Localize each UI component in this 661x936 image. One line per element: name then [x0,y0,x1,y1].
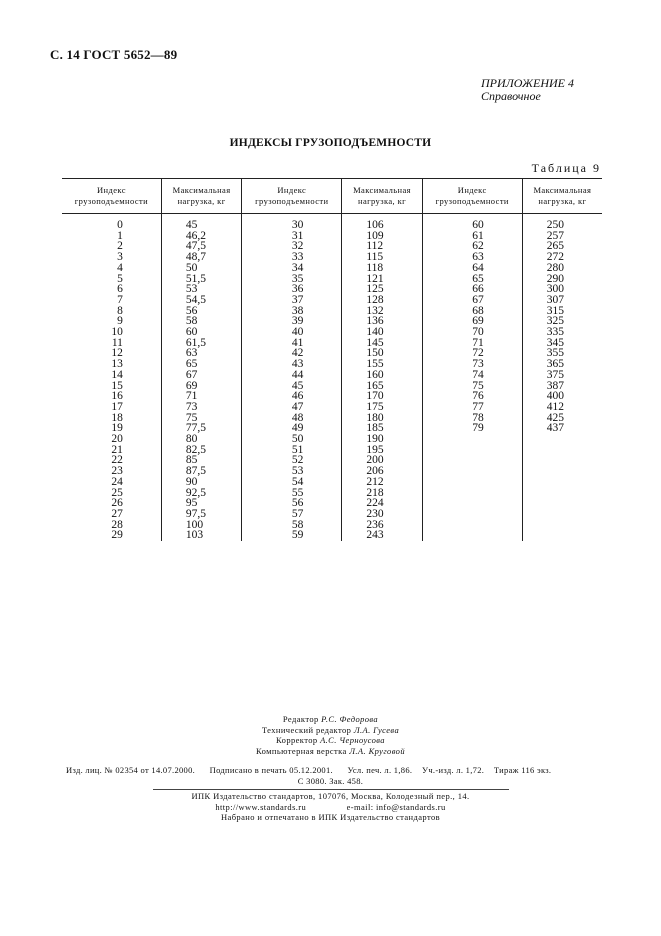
cell-load-index [422,520,522,531]
cell-load-index: 14 [111,368,123,381]
cell-max-load: 355 [522,348,602,359]
cell-max-load: 112 [342,241,422,252]
table-row [62,214,602,231]
pub-sheets-text: Уч.-изд. л. 1,72. [422,765,485,775]
print-sheets-text: Усл. печ. л. 1,86. [347,765,413,775]
table-row [62,391,602,402]
header-max-load [522,179,602,214]
cell-max-load: 345 [522,338,602,349]
cell-max-load: 71 [161,391,241,402]
table-row [62,252,602,263]
cell-max-load: 230 [342,509,422,520]
cell-max-load: 97,5 [161,509,241,520]
cell-load-index: 73 [422,359,522,370]
table-row [62,423,602,434]
cell-load-index: 63 [422,252,522,263]
cell-max-load: 195 [342,445,422,456]
cell-max-load: 65 [161,359,241,370]
credits-block [0,714,661,756]
website-link[interactable]: http://www.standards.ru [215,801,307,812]
header-load-index [62,179,161,214]
cell-load-index: 22 [111,454,123,467]
cell-max-load: 365 [522,359,602,370]
cell-load-index: 47 [242,402,342,413]
header-line: Максимальная [533,185,592,195]
cell-max-load: 307 [522,295,602,306]
cell-load-index: 66 [422,284,522,295]
cell-max-load: 69 [161,381,241,392]
cell-load-index: 8 [117,304,123,317]
cell-max-load: 224 [342,498,422,509]
table-row [62,348,602,359]
cell-load-index: 59 [242,530,342,541]
cell-load-index: 1 [117,229,123,242]
email-link[interactable]: e-mail: info@standards.ru [346,801,446,812]
header-line: Индекс [457,185,487,195]
cell-load-index: 40 [242,327,342,338]
table-row [62,530,602,541]
cell-load-index: 37 [242,295,342,306]
cell-max-load [522,520,602,531]
cell-load-index: 78 [422,413,522,424]
table-row [62,231,602,242]
table-header-row [62,179,602,214]
cell-load-index: 71 [422,338,522,349]
cell-max-load: 95 [161,498,241,509]
cell-load-index [422,498,522,509]
table-row [62,295,602,306]
cell-max-load: 412 [522,402,602,413]
cell-max-load: 280 [522,263,602,274]
cell-max-load: 200 [342,455,422,466]
cell-max-load [522,466,602,477]
header-load-index [242,179,342,214]
cell-load-index: 58 [242,520,342,531]
cell-load-index: 25 [111,486,123,499]
table-row [62,455,602,466]
header-line: Максимальная [353,185,411,195]
cell-load-index: 9 [117,315,123,328]
cell-max-load: 121 [342,274,422,285]
cell-max-load: 103 [161,530,241,541]
table-row [62,327,602,338]
cell-max-load: 51,5 [161,274,241,285]
header-line: Максимальная [172,185,231,195]
cell-max-load: 250 [522,214,602,231]
cell-max-load: 300 [522,284,602,295]
cell-max-load: 180 [342,413,422,424]
cell-max-load: 218 [342,488,422,499]
cell-load-index: 45 [242,381,342,392]
cell-max-load: 140 [342,327,422,338]
cell-load-index: 28 [111,518,123,531]
cell-max-load: 54,5 [161,295,241,306]
cell-load-index: 77 [422,402,522,413]
cell-max-load [522,509,602,520]
cell-max-load: 106 [342,214,422,231]
cell-load-index: 50 [242,434,342,445]
header-line: нагрузка, кг [358,196,407,206]
cell-max-load: 165 [342,381,422,392]
cell-load-index: 38 [242,306,342,317]
table-row [62,241,602,252]
cell-load-index [422,530,522,541]
cell-max-load: 73 [161,402,241,413]
cell-max-load: 50 [161,263,241,274]
cell-max-load [522,477,602,488]
section-title: ИНДЕКСЫ ГРУЗОПОДЪЕМНОСТИ [229,137,432,149]
cell-max-load: 170 [342,391,422,402]
cell-max-load: 118 [342,263,422,274]
table-row [62,488,602,499]
header-line: грузоподъемности [255,196,329,206]
cell-max-load: 145 [342,338,422,349]
cell-max-load: 61,5 [161,338,241,349]
table-row [62,381,602,392]
table-caption: Таблица 9 [531,161,601,175]
cell-max-load: 400 [522,391,602,402]
credit-editor: Редактор Р.С. Федорова [282,714,379,724]
cell-load-index: 11 [111,336,123,349]
cell-max-load: 60 [161,327,241,338]
cell-max-load [522,498,602,509]
cell-max-load: 92,5 [161,488,241,499]
cell-max-load: 185 [342,423,422,434]
cell-load-index [422,488,522,499]
cell-load-index: 23 [111,465,123,478]
cell-load-index: 18 [111,411,123,424]
table-row [62,338,602,349]
cell-load-index: 52 [242,455,342,466]
cell-load-index: 15 [111,379,123,392]
cell-load-index: 31 [242,231,342,242]
cell-load-index: 24 [111,475,123,488]
cell-max-load: 175 [342,402,422,413]
cell-load-index: 5 [117,272,123,285]
cell-max-load: 48,7 [161,252,241,263]
cell-load-index: 57 [242,509,342,520]
cell-load-index: 7 [117,293,123,306]
printed-by: Набрано и отпечатано в ИПК Издательство стандартов [220,812,441,822]
cell-load-index: 53 [242,466,342,477]
table-row [62,316,602,327]
cell-max-load: 257 [522,231,602,242]
cell-load-index: 13 [111,358,123,371]
cell-max-load [522,488,602,499]
table-row [62,402,602,413]
cell-max-load: 63 [161,348,241,359]
cell-load-index: 2 [117,240,123,253]
credit-layout: Компьютерная верстка Л.А. Круговой [256,745,405,756]
appendix-block [481,77,574,103]
cell-max-load: 125 [342,284,422,295]
header-line: Индекс [277,185,307,195]
footer-divider [153,789,509,790]
cell-max-load: 265 [522,241,602,252]
print-run-text: Тираж 116 экз. [493,765,552,775]
credit-proofreader: Корректор А.С. Черноусова [276,735,385,745]
cell-load-index [422,434,522,445]
cell-load-index: 70 [422,327,522,338]
cell-max-load: 53 [161,284,241,295]
cell-max-load: 206 [342,466,422,477]
cell-load-index: 0 [117,219,123,231]
cell-max-load: 132 [342,306,422,317]
cell-load-index: 19 [111,422,123,435]
appendix-note: Справочное [481,89,541,103]
cell-max-load: 100 [161,520,241,531]
table-row [62,263,602,274]
cell-load-index: 30 [242,214,342,231]
web-contacts [0,802,661,813]
footer-block [0,791,661,823]
header-line: нагрузка, кг [538,196,587,206]
cell-max-load: 160 [342,370,422,381]
table-row [62,477,602,488]
cell-max-load: 272 [522,252,602,263]
cell-load-index [422,509,522,520]
appendix-label: ПРИЛОЖЕНИЕ 4 [481,76,574,90]
cell-load-index: 42 [242,348,342,359]
cell-load-index: 79 [422,423,522,434]
cell-load-index: 26 [111,497,123,510]
cell-max-load: 335 [522,327,602,338]
cell-load-index: 36 [242,284,342,295]
header-line: грузоподъемности [74,196,149,206]
cell-load-index: 69 [422,316,522,327]
table-row [62,498,602,509]
cell-max-load: 190 [342,434,422,445]
cell-max-load: 82,5 [161,445,241,456]
cell-max-load: 90 [161,477,241,488]
table-row [62,370,602,381]
cell-load-index: 62 [422,241,522,252]
cell-load-index: 10 [111,326,123,339]
cell-load-index: 74 [422,370,522,381]
cell-max-load: 155 [342,359,422,370]
cell-max-load: 128 [342,295,422,306]
cell-max-load: 109 [342,231,422,242]
cell-load-index: 49 [242,423,342,434]
cell-max-load: 425 [522,413,602,424]
table-row [62,509,602,520]
cell-max-load: 85 [161,455,241,466]
cell-max-load: 56 [161,306,241,317]
cell-max-load: 387 [522,381,602,392]
cell-load-index: 39 [242,316,342,327]
header-load-index [422,179,522,214]
table-row [62,434,602,445]
cell-load-index: 20 [111,433,123,446]
cell-load-index: 21 [111,443,123,456]
cell-load-index [422,455,522,466]
cell-load-index: 43 [242,359,342,370]
cell-max-load [522,434,602,445]
header-max-load [342,179,422,214]
cell-max-load [522,530,602,541]
cell-load-index: 68 [422,306,522,317]
cell-load-index: 6 [117,283,123,296]
cell-load-index: 72 [422,348,522,359]
cell-max-load: 87,5 [161,466,241,477]
table-row [62,413,602,424]
cell-load-index: 46 [242,391,342,402]
cell-max-load: 315 [522,306,602,317]
cell-max-load: 375 [522,370,602,381]
cell-max-load [522,445,602,456]
cell-load-index: 76 [422,391,522,402]
cell-load-index: 4 [117,261,123,274]
cell-load-index: 34 [242,263,342,274]
order-info: С 3080. Зак. 458. [297,776,364,786]
table-row [62,284,602,295]
credit-tech-editor: Технический редактор Л.А. Гусева [261,724,400,735]
cell-load-index: 35 [242,274,342,285]
header-line: Индекс [97,185,126,195]
publisher-address: ИПК Издательство стандартов, 107076, Москва, Колодезный пер., 14. [191,791,470,801]
table-row [62,466,602,477]
cell-max-load: 75 [161,413,241,424]
cell-max-load: 67 [161,370,241,381]
cell-load-index: 75 [422,381,522,392]
cell-load-index: 41 [242,338,342,349]
cell-max-load: 437 [522,423,602,434]
table-row [62,306,602,317]
cell-load-index: 54 [242,477,342,488]
cell-max-load: 243 [342,530,422,541]
cell-load-index: 44 [242,370,342,381]
cell-load-index: 17 [111,400,123,413]
cell-load-index: 65 [422,274,522,285]
cell-max-load: 290 [522,274,602,285]
cell-load-index: 67 [422,295,522,306]
cell-load-index: 56 [242,498,342,509]
cell-load-index: 3 [117,251,123,264]
cell-max-load: 47,5 [161,241,241,252]
cell-load-index [422,466,522,477]
cell-load-index: 27 [111,507,123,520]
cell-max-load: 115 [342,252,422,263]
cell-max-load: 136 [342,316,422,327]
cell-max-load: 150 [342,348,422,359]
cell-load-index: 48 [242,413,342,424]
table-row [62,359,602,370]
cell-max-load: 80 [161,434,241,445]
cell-load-index [422,477,522,488]
cell-load-index: 60 [422,214,522,231]
cell-load-index: 51 [242,445,342,456]
header-line: нагрузка, кг [177,196,226,206]
table-row [62,520,602,531]
cell-load-index [422,445,522,456]
publication-info [66,765,551,775]
cell-load-index: 33 [242,252,342,263]
cell-load-index: 32 [242,241,342,252]
table-row [62,445,602,456]
header-max-load [161,179,241,214]
cell-max-load: 45 [161,214,241,231]
header-line: грузоподъемности [435,196,509,206]
cell-max-load: 236 [342,520,422,531]
cell-max-load: 46,2 [161,231,241,242]
cell-max-load [522,455,602,466]
license-text: Изд. лиц. № 02354 от 14.07.2000. [66,765,196,775]
cell-load-index: 12 [111,347,123,360]
cell-load-index: 61 [422,231,522,242]
cell-load-index: 29 [111,529,123,542]
cell-max-load: 77,5 [161,423,241,434]
signed-text: Подписано в печать 05.12.2001. [209,765,333,775]
cell-load-index: 16 [111,390,123,403]
cell-max-load: 58 [161,316,241,327]
cell-max-load: 212 [342,477,422,488]
cell-load-index: 55 [242,488,342,499]
cell-load-index: 64 [422,263,522,274]
table-row [62,274,602,285]
cell-max-load: 325 [522,316,602,327]
load-index-table [62,178,602,541]
table-body [62,214,602,542]
page-header: С. 14 ГОСТ 5652—89 [50,47,178,62]
